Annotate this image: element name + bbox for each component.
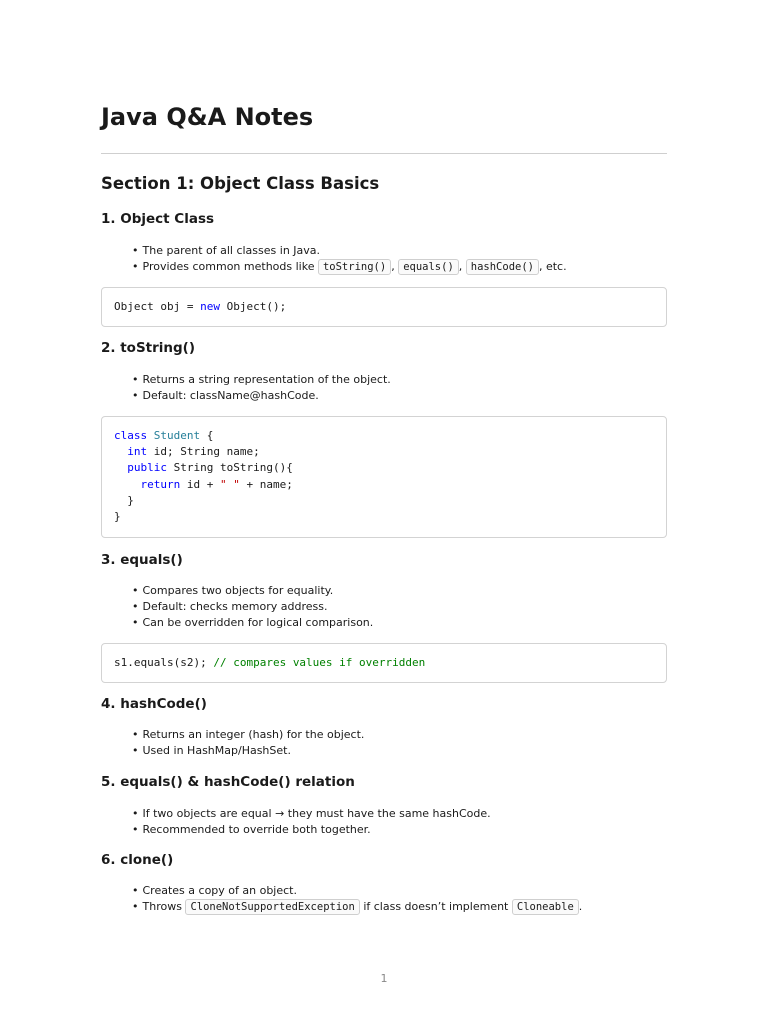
subsection-heading-tostring: 2. toString() (101, 340, 196, 356)
list-item: • If two objects are equal → they must have the same hashCode. (132, 806, 491, 822)
section-title: Section 1: Object Class Basics (101, 174, 380, 193)
list-item: • Creates a copy of an object. (132, 883, 582, 899)
inline-code: equals() (398, 259, 459, 275)
subsection-heading-hashcode: 4. hashCode() (101, 696, 207, 712)
inline-code: hashCode() (466, 259, 539, 275)
list-item: • The parent of all classes in Java. (132, 243, 567, 259)
inline-code: Cloneable (512, 899, 579, 915)
inline-code: CloneNotSupportedException (185, 899, 359, 915)
list-item: • Used in HashMap/HashSet. (132, 743, 364, 759)
list-item: • Default: checks memory address. (132, 599, 373, 615)
page-number: 1 (380, 972, 388, 985)
subsection-heading-clone: 6. clone() (101, 852, 174, 868)
bullet-list-relation (132, 806, 491, 838)
bullet-list-object-class (132, 243, 567, 275)
bullet-list-hashcode (132, 727, 364, 759)
list-item: • Returns a string representation of the object. (132, 372, 391, 388)
subsection-heading-relation: 5. equals() & hashCode() relation (101, 774, 355, 790)
subsection-heading-equals: 3. equals() (101, 552, 183, 568)
list-item: • Provides common methods like toString() , equals() , hashCode() , etc. (132, 259, 567, 275)
code-block-equals: s1.equals(s2); // compares values if overridden (101, 643, 667, 683)
inline-code: toString() (318, 259, 391, 275)
bullet-list-equals (132, 583, 373, 631)
list-item: • Default: className@hashCode. (132, 388, 391, 404)
subsection-heading-object-class: 1. Object Class (101, 211, 215, 227)
bullet-list-tostring (132, 372, 391, 404)
code-block-object: Object obj = new Object(); (101, 287, 667, 327)
list-item: • Throws CloneNotSupportedException if class doesn’t implement Cloneable . (132, 899, 582, 915)
list-item: • Recommended to override both together. (132, 822, 491, 838)
document-title: Java Q&A Notes (101, 103, 314, 131)
bullet-list-clone (132, 883, 582, 915)
list-item: • Compares two objects for equality. (132, 583, 373, 599)
list-item: • Returns an integer (hash) for the object. (132, 727, 364, 743)
code-block-student: class Student { int id; String name; public String toString(){ return id + " " + name; } } (101, 416, 667, 538)
title-divider (101, 153, 667, 154)
list-item: • Can be overridden for logical comparison. (132, 615, 373, 631)
